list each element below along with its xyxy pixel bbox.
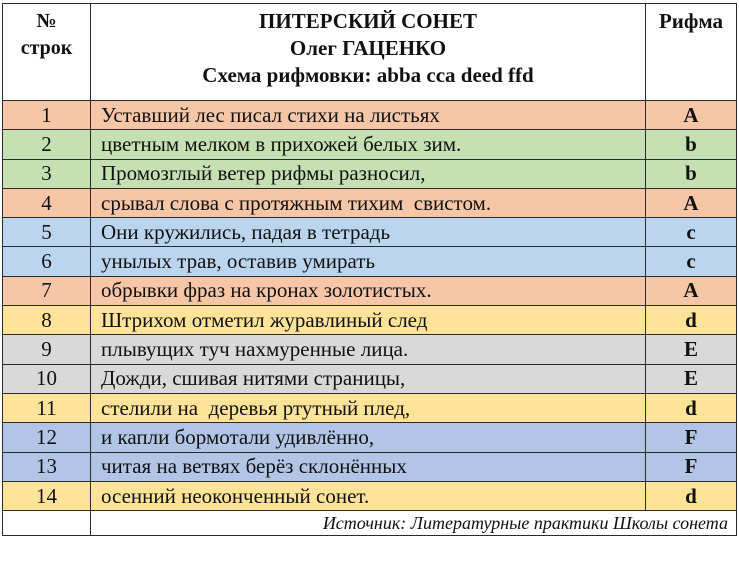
- table-row: [3, 364, 737, 393]
- line-number: 12: [3, 423, 91, 452]
- rhyme-letter: c: [646, 218, 737, 247]
- line-number: 2: [3, 130, 91, 159]
- table-row: [3, 130, 737, 159]
- line-text: Уставший лес писал стихи на листьях: [91, 101, 646, 130]
- line-text: и капли бормотали удивлённо,: [91, 423, 646, 452]
- header-row: [3, 4, 737, 101]
- rhyme-letter: A: [646, 188, 737, 217]
- line-text: читая на ветвях берёз склонённых: [91, 452, 646, 481]
- rhyme-letter: b: [646, 159, 737, 188]
- source-spacer: [3, 511, 91, 536]
- poem-title: ПИТЕРСКИЙ СОНЕТ: [259, 9, 477, 33]
- line-text: срывал слова с протяжным тихим свистом.: [91, 188, 646, 217]
- line-text: обрывки фраз на кронах золотистых.: [91, 276, 646, 305]
- number-sign: №: [36, 10, 57, 32]
- line-number: 1: [3, 101, 91, 130]
- table-row: [3, 247, 737, 276]
- line-text: стелили на деревья ртутный плед,: [91, 393, 646, 422]
- poem-lines: [3, 101, 737, 511]
- line-number: 9: [3, 335, 91, 364]
- rhyme-label: Рифма: [658, 9, 724, 33]
- rhyme-letter: d: [646, 393, 737, 422]
- table-row: [3, 306, 737, 335]
- rhyme-letter: c: [646, 247, 737, 276]
- table-row: [3, 188, 737, 217]
- table-row: [3, 452, 737, 481]
- line-number-header: [3, 4, 91, 101]
- line-text: Штрихом отметил журавлиный след: [91, 306, 646, 335]
- rhyme-letter: d: [646, 481, 737, 510]
- line-text: унылых трав, оставив умирать: [91, 247, 646, 276]
- source-row: [3, 511, 737, 536]
- table-row: [3, 101, 737, 130]
- table-row: [3, 276, 737, 305]
- line-text: Дожди, сшивая нитями страницы,: [91, 364, 646, 393]
- line-text: цветным мелком в прихожей белых зим.: [91, 130, 646, 159]
- line-number: 4: [3, 188, 91, 217]
- line-text: Они кружились, падая в тетрадь: [91, 218, 646, 247]
- sonnet-table: [2, 3, 737, 536]
- rhyme-letter: A: [646, 276, 737, 305]
- source-text: Источник: Литературные практики Школы сонета: [91, 511, 737, 536]
- rhyme-letter: A: [646, 101, 737, 130]
- table-row: [3, 481, 737, 510]
- line-number: 7: [3, 276, 91, 305]
- table-row: [3, 218, 737, 247]
- line-number: 13: [3, 452, 91, 481]
- line-text: осенний неоконченный сонет.: [91, 481, 646, 510]
- line-number: 6: [3, 247, 91, 276]
- table-row: [3, 423, 737, 452]
- rhyme-letter: E: [646, 335, 737, 364]
- lines-label: строк: [20, 37, 73, 59]
- line-number: 5: [3, 218, 91, 247]
- poem-author: Олег ГАЦЕНКО: [289, 36, 447, 60]
- rhyme-letter: F: [646, 452, 737, 481]
- table-row: [3, 393, 737, 422]
- rhyme-header: [646, 4, 737, 101]
- line-number: 10: [3, 364, 91, 393]
- line-text: плывущих туч нахмуренные лица.: [91, 335, 646, 364]
- line-number: 11: [3, 393, 91, 422]
- line-number: 8: [3, 306, 91, 335]
- table-row: [3, 335, 737, 364]
- line-number: 3: [3, 159, 91, 188]
- table-row: [3, 159, 737, 188]
- rhyme-scheme: Схема рифмовки: abba cca deed ffd: [202, 63, 534, 87]
- rhyme-letter: b: [646, 130, 737, 159]
- title-header: [91, 4, 646, 101]
- line-text: Промозглый ветер рифмы разносил,: [91, 159, 646, 188]
- rhyme-letter: F: [646, 423, 737, 452]
- rhyme-letter: d: [646, 306, 737, 335]
- line-number: 14: [3, 481, 91, 510]
- rhyme-letter: E: [646, 364, 737, 393]
